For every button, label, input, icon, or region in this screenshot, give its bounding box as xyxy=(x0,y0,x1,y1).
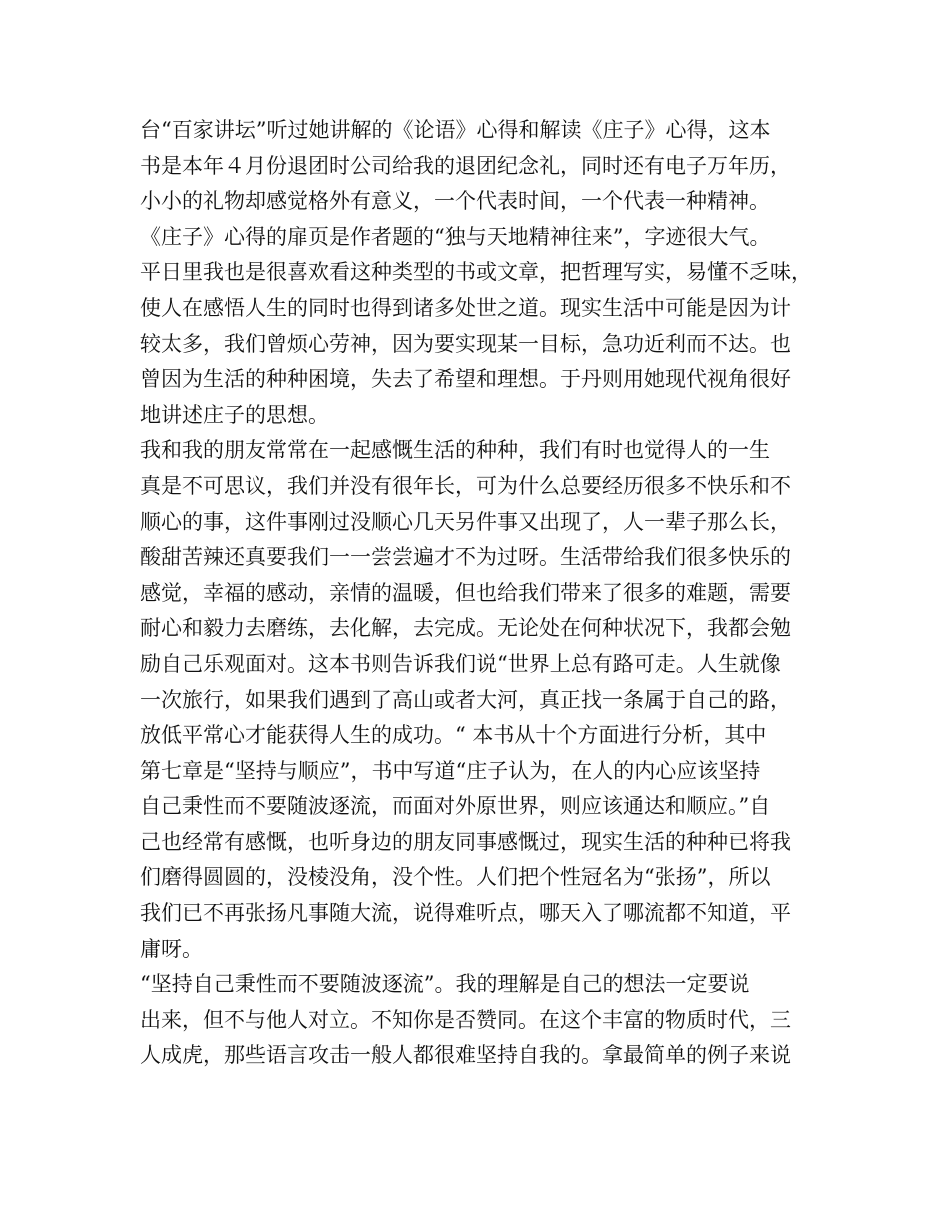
text-line: 耐心和毅力去磨练，去化解，去完成。无论处在何种状况下，我都会勉 xyxy=(140,616,791,641)
text-line: 地讲述庄子的思想。 xyxy=(140,402,329,427)
text-line: 小小的礼物却感觉格外有意义，一个代表时间，一个代表一种精神。 xyxy=(140,189,770,214)
text-line: 己也经常有感慨，也听身边的朋友同事感慨过，现实生活的种种已将我 xyxy=(140,829,791,854)
body-text xyxy=(140,113,830,1074)
text-line: 使人在感悟人生的同时也得到诸多处世之道。现实生活中可能是因为计 xyxy=(140,295,791,320)
text-line: 们磨得圆圆的，没棱没角，没个性。人们把个性冠名为“张扬”，所以 xyxy=(140,865,771,890)
text-line: 书是本年４月份退团时公司给我的退团纪念礼，同时还有电子万年历， xyxy=(140,153,791,178)
text-line: 台“百家讲坛”听过她讲解的《论语》心得和解读《庄子》心得，这本 xyxy=(140,118,771,142)
text-line: 人成虎，那些语言攻击一般人都很难坚持自我的。拿最简单的例子来说 xyxy=(140,1043,791,1068)
text-line: 酸甜苦辣还真要我们一一尝尝遍才不为过呀。生活带给我们很多快乐的 xyxy=(140,545,791,570)
text-line: 放低平常心才能获得人生的成功。“ 本书从十个方面进行分析，其中 xyxy=(140,723,767,748)
text-line: 平日里我也是很喜欢看这种类型的书或文章，把哲理写实，易懂不乏味， xyxy=(140,260,812,285)
text-line: 第七章是“坚持与顺应”，书中写道“庄子认为，在人的内心应该坚持 xyxy=(140,758,761,783)
text-line: 真是不可思议，我们并没有很年长，可为什么总要经历很多不快乐和不 xyxy=(140,473,791,498)
text-line: 庸呀。 xyxy=(140,936,203,961)
text-line: 一次旅行，如果我们遇到了高山或者大河，真正找一条属于自己的路， xyxy=(140,687,791,712)
text-line: 我和我的朋友常常在一起感慨生活的种种，我们有时也觉得人的一生 xyxy=(140,438,770,463)
text-line: 顺心的事，这件事刚过没顺心几天另件事又出现了，人一辈子那么长， xyxy=(140,509,791,534)
text-line: 较太多，我们曾烦心劳神，因为要实现某一目标，急功近利而不达。也 xyxy=(140,331,791,356)
text-line: 自己秉性而不要随波逐流，而面对外原世界，则应该通达和顺应。”自 xyxy=(140,794,771,819)
text-line: “坚持自己秉性而不要随波逐流”。我的理解是自己的想法一定要说 xyxy=(140,972,750,997)
text-line: 出来，但不与他人对立。不知你是否赞同。在这个丰富的物质时代，三 xyxy=(140,1007,791,1032)
text-line: 励自己乐观面对。这本书则告诉我们说“世界上总有路可走。人生就像 xyxy=(140,651,781,676)
text-line: 《庄子》心得的扉页是作者题的“独与天地精神往来”，字迹很大气。 xyxy=(140,224,771,249)
text-line: 我们已不再张扬凡事随大流，说得难听点，哪天入了哪流都不知道，平 xyxy=(140,901,791,926)
text-line: 感觉，幸福的感动，亲情的温暖，但也给我们带来了很多的难题，需要 xyxy=(140,580,791,605)
text-line: 曾因为生活的种种困境，失去了希望和理想。于丹则用她现代视角很好 xyxy=(140,367,791,392)
